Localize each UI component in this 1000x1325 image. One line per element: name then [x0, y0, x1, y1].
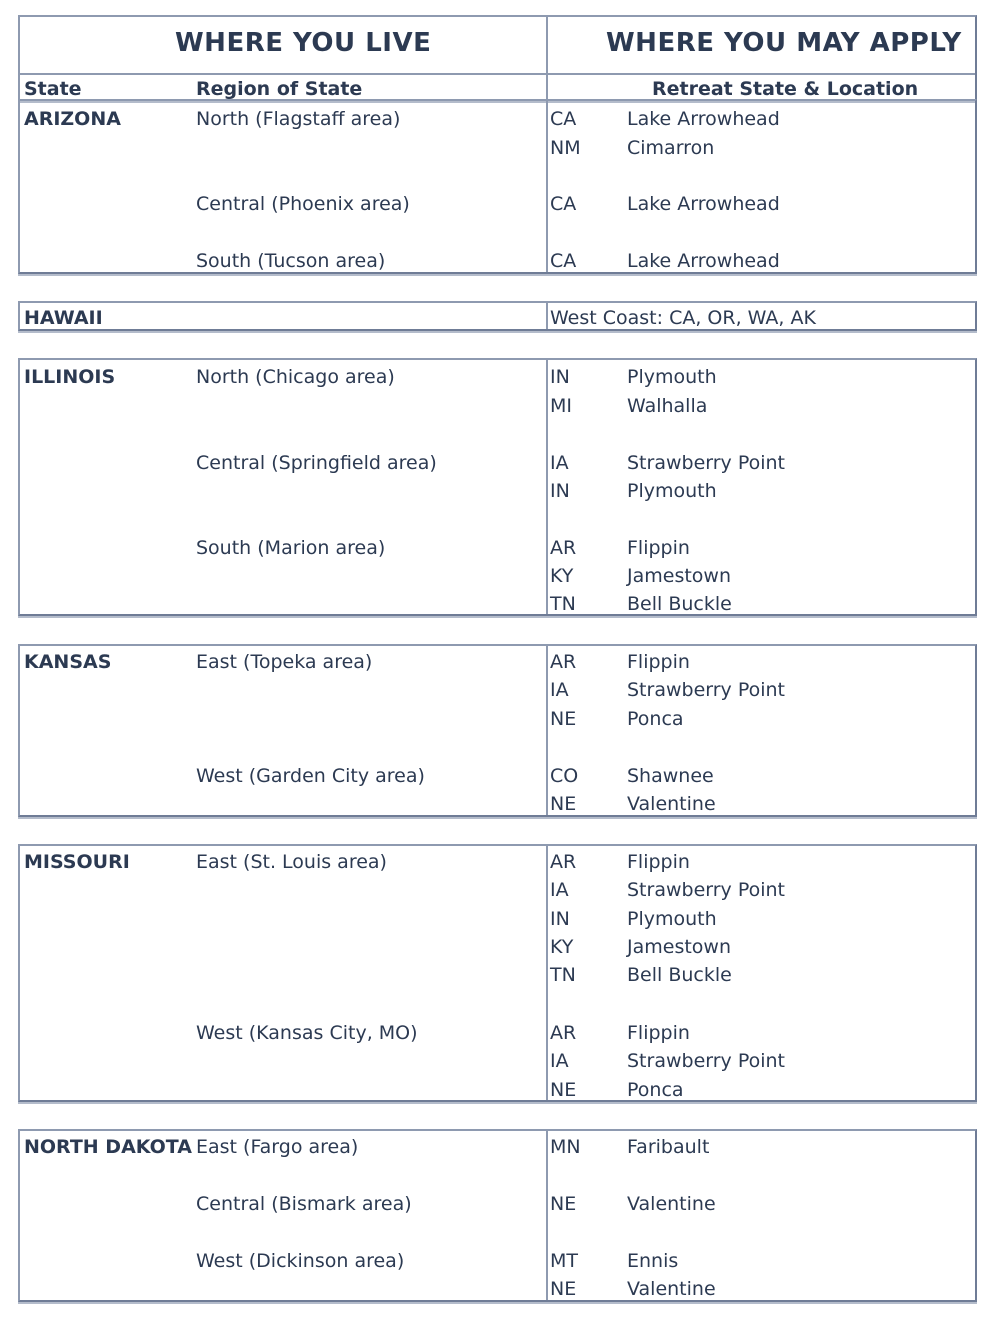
retreat-location: Strawberry Point	[627, 1050, 786, 1072]
retreat-code: MT	[550, 1250, 578, 1272]
region-name: East (Topeka area)	[196, 651, 373, 673]
retreat-code: KY	[550, 565, 574, 587]
section-hawaii	[18, 301, 977, 331]
state-name: NORTH DAKOTA	[24, 1136, 192, 1158]
retreat-location: Valentine	[627, 1193, 716, 1215]
retreat-location: Flippin	[627, 537, 690, 559]
retreat-location: Jamestown	[627, 936, 731, 958]
section-missouri	[18, 844, 977, 1102]
region-name: Central (Springfield area)	[196, 452, 437, 474]
retreat-code: NM	[550, 137, 581, 159]
retreat-location: Faribault	[627, 1136, 710, 1158]
region-name: East (St. Louis area)	[196, 851, 387, 873]
region-name: Central (Bismark area)	[196, 1193, 412, 1215]
state-name: ARIZONA	[24, 108, 121, 130]
section-divider	[546, 1131, 548, 1300]
section-divider	[546, 360, 548, 614]
retreat-code: NE	[550, 1079, 577, 1101]
where-you-may-apply-title: WHERE YOU MAY APPLY	[606, 28, 962, 58]
retreat-code: IN	[550, 366, 570, 388]
retreat-location: Ponca	[627, 1079, 684, 1101]
region-name: North (Chicago area)	[196, 366, 395, 388]
retreat-code: MN	[550, 1136, 581, 1158]
retreat-code: IA	[550, 679, 569, 701]
region-name: West (Kansas City, MO)	[196, 1022, 418, 1044]
region-name: East (Fargo area)	[196, 1136, 359, 1158]
retreat-location: Lake Arrowhead	[627, 108, 780, 130]
retreat-location: Valentine	[627, 793, 716, 815]
retreat-code: CA	[550, 250, 577, 272]
header-divider	[546, 17, 548, 99]
retreat-location: Ponca	[627, 708, 684, 730]
retreat-location: Lake Arrowhead	[627, 250, 780, 272]
section-illinois	[18, 358, 977, 616]
retreat-location: Jamestown	[627, 565, 731, 587]
retreat-location: Bell Buckle	[627, 964, 732, 986]
retreat-location: Plymouth	[627, 366, 717, 388]
section-divider	[546, 303, 548, 329]
retreat-code: CA	[550, 193, 577, 215]
retreat-location: Flippin	[627, 1022, 690, 1044]
state-name: ILLINOIS	[24, 366, 116, 388]
region-name: West (Dickinson area)	[196, 1250, 405, 1272]
section-north-dakota	[18, 1129, 977, 1302]
retreat-code: IA	[550, 1050, 569, 1072]
retreat-code: AR	[550, 1022, 577, 1044]
retreat-location: Walhalla	[627, 395, 708, 417]
retreat-location: Shawnee	[627, 765, 714, 787]
retreat-location: Ennis	[627, 1250, 679, 1272]
retreat-location: Strawberry Point	[627, 452, 786, 474]
header-rule	[20, 73, 975, 75]
retreat-code: NE	[550, 1278, 577, 1300]
region-name: Central (Phoenix area)	[196, 193, 410, 215]
retreat-location: Plymouth	[627, 480, 717, 502]
retreat-code: AR	[550, 851, 577, 873]
column-header-region: Region of State	[196, 78, 363, 100]
section-kansas	[18, 644, 977, 817]
retreat-code: CA	[550, 108, 577, 130]
retreat-code: IA	[550, 452, 569, 474]
retreat-code: TN	[550, 593, 576, 615]
state-name: KANSAS	[24, 651, 112, 673]
retreat-location: Plymouth	[627, 908, 717, 930]
retreat-code: IN	[550, 480, 570, 502]
retreat-code: NE	[550, 793, 577, 815]
retreat-location: Valentine	[627, 1278, 716, 1300]
retreat-location: Strawberry Point	[627, 679, 786, 701]
retreat-code: MI	[550, 395, 572, 417]
table-header	[18, 15, 977, 101]
section-divider	[546, 846, 548, 1100]
region-name: South (Marion area)	[196, 537, 386, 559]
retreat-location: Flippin	[627, 651, 690, 673]
retreat-location: Lake Arrowhead	[627, 193, 780, 215]
retreat-note: West Coast: CA, OR, WA, AK	[550, 307, 816, 329]
state-name: MISSOURI	[24, 851, 130, 873]
retreat-location: Cimarron	[627, 137, 715, 159]
where-you-live-title: WHERE YOU LIVE	[175, 28, 432, 58]
region-name: South (Tucson area)	[196, 250, 386, 272]
retreat-code: IN	[550, 908, 570, 930]
retreat-code: CO	[550, 765, 579, 787]
retreat-location: Flippin	[627, 851, 690, 873]
retreat-location: Bell Buckle	[627, 593, 732, 615]
state-name: HAWAII	[24, 307, 103, 329]
section-divider	[546, 101, 548, 272]
column-header-state: State	[24, 78, 82, 100]
column-header-retreat: Retreat State & Location	[652, 78, 919, 100]
region-name: West (Garden City area)	[196, 765, 425, 787]
section-arizona	[18, 99, 977, 274]
retreat-code: NE	[550, 1193, 577, 1215]
retreat-code: KY	[550, 936, 574, 958]
retreat-code: IA	[550, 879, 569, 901]
section-divider	[546, 646, 548, 815]
retreat-code: NE	[550, 708, 577, 730]
retreat-code: AR	[550, 537, 577, 559]
retreat-location: Strawberry Point	[627, 879, 786, 901]
retreat-code: TN	[550, 964, 576, 986]
retreat-code: AR	[550, 651, 577, 673]
region-name: North (Flagstaff area)	[196, 108, 401, 130]
